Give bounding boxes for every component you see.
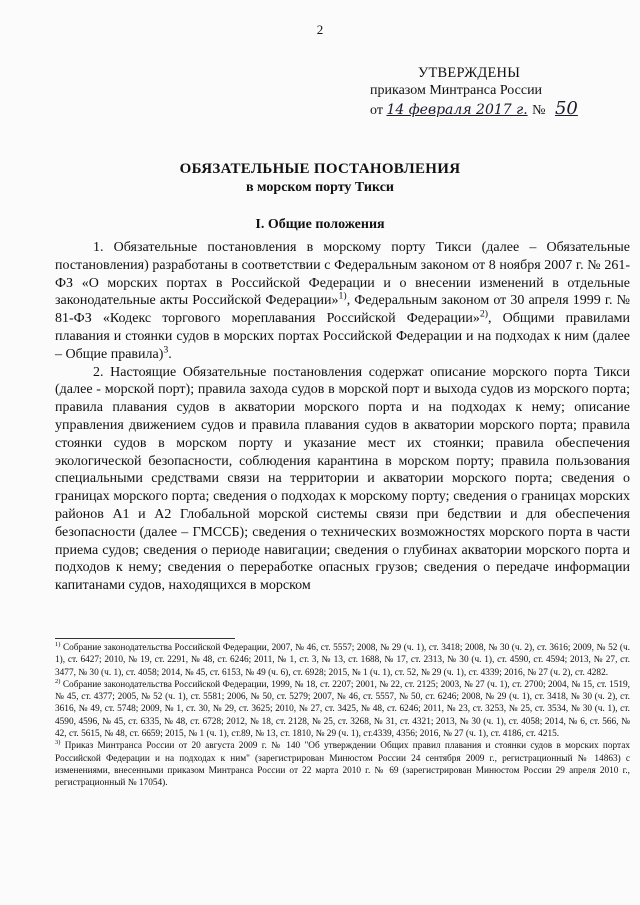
footnote-3-mark: 3) [55, 739, 61, 747]
footnote-3 [55, 740, 630, 789]
approval-number-label: № [532, 103, 546, 118]
paragraph-1-text-c: , Общими правилами плавания и стоянки судов в морских портах Российской Федерации и на подходах к ним (далее – Общие правила) [55, 311, 631, 362]
footnote-2-mark: 2) [55, 677, 61, 685]
footnote-1-mark: 1) [55, 640, 61, 648]
paragraph-1-text-a: 1. Обязательные постановления в морскому порту Тикси (далее – Обязательные постановления) разработаны в соответствии с Федеральным законом от 8 ноября 2007 г. № 261-ФЗ «О морских портах в Российской Федерации и о внесении изменений в отдельные законодательные акты Российской Федерации» [55, 240, 630, 309]
document-subtitle: в морском порту Тикси [246, 180, 394, 195]
approval-title: УТВЕРЖДЕНЫ [418, 65, 521, 81]
approval-order-line: приказом Минтранса России [370, 83, 543, 98]
footnote-ref-3: 3 [163, 344, 169, 356]
approval-date-line [370, 100, 600, 120]
handwritten-signature-date [386, 102, 532, 118]
section-heading: I. Общие положения [255, 217, 385, 232]
footnotes [55, 642, 630, 790]
paragraph-1-text-b: , Федеральным законом от 30 апреля 1999 г. № 81-ФЗ «Кодекс торгового мореплавания Российской Федерации» [55, 293, 630, 327]
approval-block [370, 64, 600, 120]
footnote-divider [55, 638, 235, 639]
handwritten-number: 50 [554, 98, 578, 119]
page-number: 2 [316, 22, 324, 37]
handwritten-date: 14 февраля 2017 г. [386, 102, 528, 118]
paragraph-1-text-d: . [168, 346, 172, 362]
footnote-ref-2: 2) [479, 308, 489, 320]
approval-ot-label: от [370, 103, 383, 118]
footnote-3-text: Приказ Минтранса России от 20 августа 2009 г. № 140 "Об утверждении Общих правил плавания и стоянки судов в морских портах Российской Федерации и на подходах к ним" (зарегистрирован Минюстом России 24 сентября 2009 г., регистрационный № 14863) с изменениями, внесенными приказом Минтранса России от 22 марта 2010 г. № 69 (зарегистрирован Минюстом России 29 апреля 2010 г., регистрационный № 17054). [55, 741, 630, 789]
paragraph-2: 2. Настоящие Обязательные постановления содержат описание морского порта Тикси (далее - морской порт); правила захода судов в морской порт и выхода судов из морского порта; правила плавания судов в акватории морского порта и на подходах к нему; описание управления движением судов и правила плавания судов в акватории морского порта; правила стоянки судов в морском порту и указание мест их стоянки; правила обеспечения экологической безопасности, соблюдения карантина в морском порту; правила пользования специальными средствами связи на территории и акватории морского порта; сведения о границах морского порта; сведения о подходах к морскому порту; сведения о границах морских районов А1 и А2 Глобальной морской системы связи при бедствии и для обеспечения безопасности (далее – ГМССБ); сведения о технических возможностях морского порта в части приема судов; сведения о периоде навигации; сведения о глубинах акватории морского порта и подходов к нему; сведения о переработке опасных грузов; сведения о передаче информации капитанами судов, находящихся в морском [55, 364, 630, 594]
document-body [55, 239, 630, 595]
handwritten-signature-number [549, 98, 578, 119]
footnote-2-text: Собрание законодательства Российской Федерации, 1999, № 18, ст. 2207; 2001, № 22, ст. 2125; 2003, № 27 (ч. 1), ст. 2700; 2004, № 15, ст. 1519, № 45, ст. 4377; 2005, № 52 (ч. 1), ст. 5581; 2006, № 50, ст. 5279; 2007, № 46, ст. 5557, № 50, ст. 6246; 2008, № 29 (ч. 1), ст. 3418, № 30 (ч. 2), ст. 3616, № 49, ст. 5748; 2009, № 1, ст. 30, № 29, ст. 3625; 2010, № 27, ст. 3425, № 48, ст. 6246; 2011, № 23, ст. 3253, № 25, ст. 3534, № 30 (ч. 1), ст. 4590, 4596, № 45, ст. 6335, № 48, ст. 6728; 2012, № 18, ст. 2128, № 25, ст. 3268, № 31, ст. 4321; 2013, № 30 (ч. 1), ст. 4058; 2014, № 6, ст. 566, № 42, ст. 5615, № 48, ст. 6659; 2015, № 1 (ч. 1), ст.89, № 13, ст. 1810, № 29 (ч. 1), ст.4339, 4356; 2016, № 27 (ч. 1), ст. 4186, ст. 4215. [55, 679, 630, 740]
paragraph-1 [55, 239, 630, 364]
document-title: ОБЯЗАТЕЛЬНЫЕ ПОСТАНОВЛЕНИЯ [179, 161, 461, 177]
footnote-1-text: Собрание законодательства Российской Федерации, 2007, № 46, ст. 5557; 2008, № 29 (ч. 1), ст. 3418; 2008, № 30 (ч. 2), ст. 3616; 2009, № 52 (ч. 1), ст. 6427; 2010, № 19, ст. 2291, № 48, ст. 6246; 2011, № 1, ст. 3, № 13, ст. 1688, № 17, ст. 2313, № 30 (ч. 1), ст. 4590, ст. 4594; 2013, № 27, ст. 3477, № 30 (ч. 1), ст. 4058; 2014, № 45, ст. 6153, № 49 (ч. 6), ст. 6928; 2015, № 1 (ч. 1), ст. 52, № 29 (ч. 1), ст. 4339; 2016, № 27 (ч. 2), ст. 4282. [55, 643, 630, 678]
footnote-ref-1: 1) [338, 290, 347, 302]
footnote-1 [55, 642, 630, 679]
footnote-2 [55, 679, 630, 740]
